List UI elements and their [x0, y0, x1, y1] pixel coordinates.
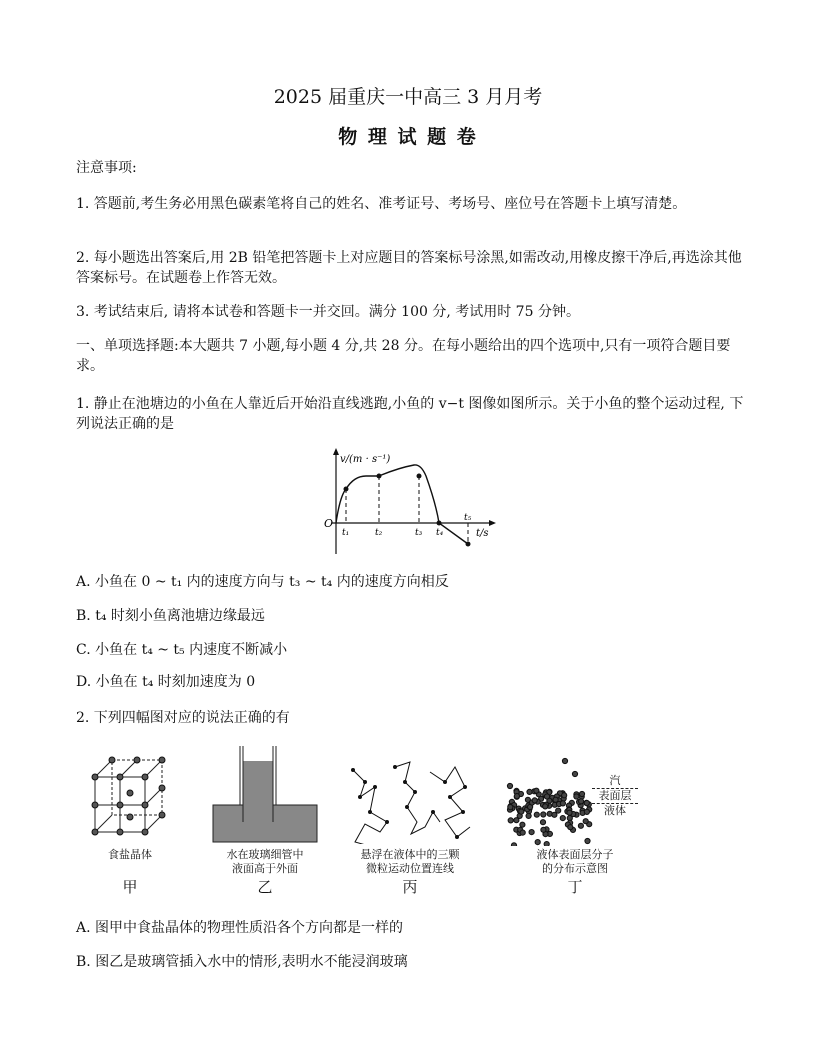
- tick-t4: t₄: [436, 528, 444, 538]
- molecule: [583, 819, 588, 824]
- molecule: [553, 797, 558, 802]
- note-1: 1. 答题前,考生务必用黑色碳素笔将自己的姓名、准考证号、考场号、座位号在答题卡上填写清楚。: [76, 196, 687, 212]
- q2-option-a: A. 图甲中食盐晶体的物理性质沿各个方向都是一样的: [76, 920, 404, 936]
- vt-graph: [318, 446, 498, 558]
- origin-label: O: [324, 517, 334, 530]
- tick-t3: t₃: [415, 528, 423, 538]
- molecule: [508, 805, 513, 810]
- fig-ding-label: 丁: [567, 878, 583, 896]
- molecule: [507, 783, 512, 788]
- molecule: [508, 818, 513, 823]
- caption-line: 的分布示意图: [542, 862, 608, 875]
- q1-option-d: D. 小鱼在 t₄ 时刻加速度为 0: [76, 674, 256, 690]
- question-1-stem: 1. 静止在池塘边的小鱼在人靠近后开始沿直线逃跑,小鱼的 v−t 图像如图所示。关于小鱼的整个运动过程, 下列说法正确的是: [76, 396, 744, 432]
- fig-jia-label: 甲: [122, 878, 138, 896]
- molecule: [584, 800, 589, 805]
- molecule: [529, 830, 534, 835]
- section-heading: 一、单项选择题:本大题共 7 小题,每小题 4 分,共 28 分。在每小题给出的四个选项中,只有一项符合题目要求。: [76, 338, 731, 374]
- molecule: [534, 788, 539, 793]
- surface-layer-figure: [505, 756, 595, 846]
- legend-vapor: 汽: [609, 774, 621, 787]
- molecule: [540, 820, 545, 825]
- molecule: [527, 789, 532, 794]
- surface-legend: [592, 774, 638, 818]
- molecule: [541, 827, 546, 832]
- q1-option-a: A. 小鱼在 0 ~ t₁ 内的速度方向与 t₃ ~ t₄ 内的速度方向相反: [76, 574, 449, 590]
- exam-subtitle: 物 理 试 题 卷: [338, 126, 478, 148]
- note-2: 2. 每小题选出答案后,用 2B 铅笔把答题卡上对应题目的答案标号涂黑,如需改动,用橡皮擦干净后,再选涂其他答案标号。在试题卷上作答无效。: [76, 250, 742, 286]
- molecule: [544, 794, 549, 799]
- molecule: [544, 842, 549, 847]
- molecule: [562, 793, 567, 798]
- question-2-stem: 2. 下列四幅图对应的说法正确的有: [76, 710, 290, 726]
- q1-option-b: B. t₄ 时刻小鱼离池塘边缘最远: [76, 608, 265, 624]
- tick-t1: t₁: [342, 528, 350, 538]
- caption-line: 食盐晶体: [108, 848, 152, 861]
- fig-yi-label: 乙: [257, 878, 273, 896]
- fig-bing-caption: [345, 848, 475, 876]
- fig-jia-caption: [80, 848, 180, 862]
- fig-yi-caption: [205, 848, 325, 876]
- note-3: 3. 考试结束后, 请将本试卷和答题卡一并交回。满分 100 分, 考试用时 75 分钟。: [76, 304, 580, 320]
- caption-line: 液面高于外面: [232, 862, 298, 875]
- caption-line: 悬浮在液体中的三颗: [360, 848, 460, 861]
- caption-line: 水在玻璃细管中: [226, 848, 304, 861]
- molecule: [578, 823, 583, 828]
- caption-line: 微粒运动位置连线: [366, 862, 454, 875]
- molecule: [541, 812, 546, 817]
- molecule: [574, 794, 579, 799]
- molecule: [552, 812, 557, 817]
- molecule: [520, 830, 525, 835]
- molecule: [514, 794, 519, 799]
- molecule: [519, 809, 524, 814]
- caption-line: 液体表面层分子: [536, 848, 614, 861]
- q1-option-c: C. 小鱼在 t₄ ~ t₅ 内速度不断减小: [76, 642, 288, 658]
- molecule: [584, 809, 589, 814]
- molecule: [526, 813, 531, 818]
- molecule: [514, 818, 519, 823]
- molecule: [579, 791, 584, 796]
- legend-liquid: 液体: [604, 804, 626, 817]
- molecule: [532, 798, 537, 803]
- tick-t5: t₅: [464, 513, 472, 523]
- molecule: [568, 825, 573, 830]
- exam-title: 2025 届重庆一中高三 3 月月考: [273, 86, 543, 108]
- q2-option-b: B. 图乙是玻璃管插入水中的情形,表明水不能浸润玻璃: [76, 954, 408, 970]
- capillary-tube-figure: [210, 746, 320, 844]
- x-axis-label: t/s: [476, 528, 489, 539]
- tick-t2: t₂: [375, 528, 383, 538]
- notes-heading: 注意事项:: [76, 160, 137, 176]
- molecule: [560, 816, 565, 821]
- brownian-motion-figure: [345, 752, 475, 844]
- molecule: [585, 838, 590, 843]
- legend-surface-layer: 表面层: [592, 788, 638, 804]
- molecule: [534, 812, 539, 817]
- molecule: [560, 801, 565, 806]
- molecule: [579, 799, 584, 804]
- molecule: [511, 843, 516, 846]
- molecule: [562, 758, 567, 763]
- y-axis-label: v/(m · s⁻¹): [340, 454, 391, 465]
- molecule: [543, 804, 548, 809]
- molecule: [520, 822, 525, 827]
- salt-crystal-figure: [90, 755, 170, 845]
- fig-bing-label: 丙: [402, 878, 418, 896]
- fig-ding-caption: [515, 848, 635, 876]
- molecule: [567, 810, 572, 815]
- molecule: [572, 771, 577, 776]
- molecule: [535, 840, 540, 845]
